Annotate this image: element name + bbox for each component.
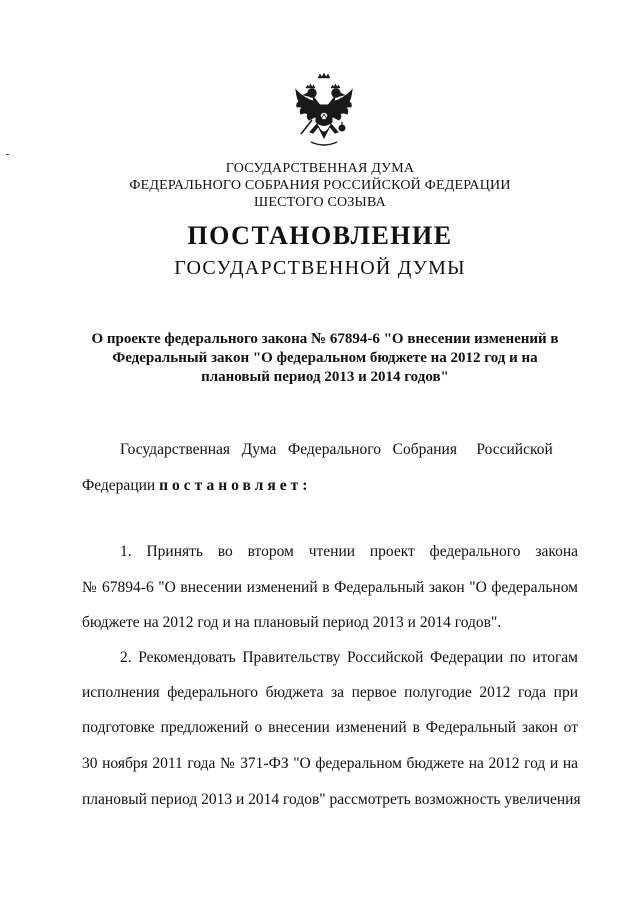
subject-line: О проекте федерального закона № 67894-6 "О внесении изменений в bbox=[91, 331, 559, 347]
paragraph-1-line-2: № 67894-6 "О внесении изменений в Федеральный закон "О федеральном bbox=[82, 579, 578, 596]
preamble-federation: Федерации bbox=[82, 477, 160, 494]
subject-line: плановый период 2013 и 2014 годов" bbox=[201, 369, 449, 385]
paragraph-2-line-4: 30 ноября 2011 года № 371-ФЗ "О федеральном бюджете на 2012 год и на bbox=[82, 755, 578, 772]
resolution-subject bbox=[70, 330, 580, 387]
subject-line: Федеральный закон "О федеральном бюджете на 2012 год и на bbox=[112, 350, 538, 366]
paragraph-2-line-3: подготовке предложений о внесении изменений в Федеральный закон от bbox=[82, 719, 578, 736]
paragraph-1-line-3: бюджете на 2012 год и на плановый период 2013 и 2014 годов". bbox=[82, 614, 502, 631]
document-title: ПОСТАНОВЛЕНИЕ bbox=[187, 221, 453, 250]
convocation-line: ШЕСТОГО СОЗЫВА bbox=[254, 195, 386, 210]
institution-name-line-1: ГОСУДАРСТВЕННАЯ ДУМА bbox=[225, 161, 415, 176]
preamble-line-2 bbox=[82, 476, 578, 496]
double-headed-eagle-emblem-icon bbox=[293, 72, 355, 152]
institution-name-line-2: ФЕДЕРАЛЬНОГО СОБРАНИЯ РОССИЙСКОЙ ФЕДЕРАЦИИ bbox=[129, 178, 511, 193]
scan-speck bbox=[6, 154, 9, 155]
paragraph-1-line-1: 1. Принять во втором чтении проект федерального закона bbox=[120, 543, 578, 560]
preamble-line-1: Государственная Дума Федерального Собрания Российской bbox=[120, 441, 553, 458]
resolves-word: постановляет: bbox=[159, 477, 312, 494]
document-subtitle: ГОСУДАРСТВЕННОЙ ДУМЫ bbox=[174, 257, 466, 279]
paragraph-2-line-1: 2. Рекомендовать Правительству Российской Федерации по итогам bbox=[120, 649, 578, 666]
paragraph-2-line-5: плановый период 2013 и 2014 годов" рассмотреть возможность увеличения bbox=[82, 791, 581, 808]
paragraph-2-line-2: исполнения федерального бюджета за первое полугодие 2012 года при bbox=[82, 684, 578, 701]
